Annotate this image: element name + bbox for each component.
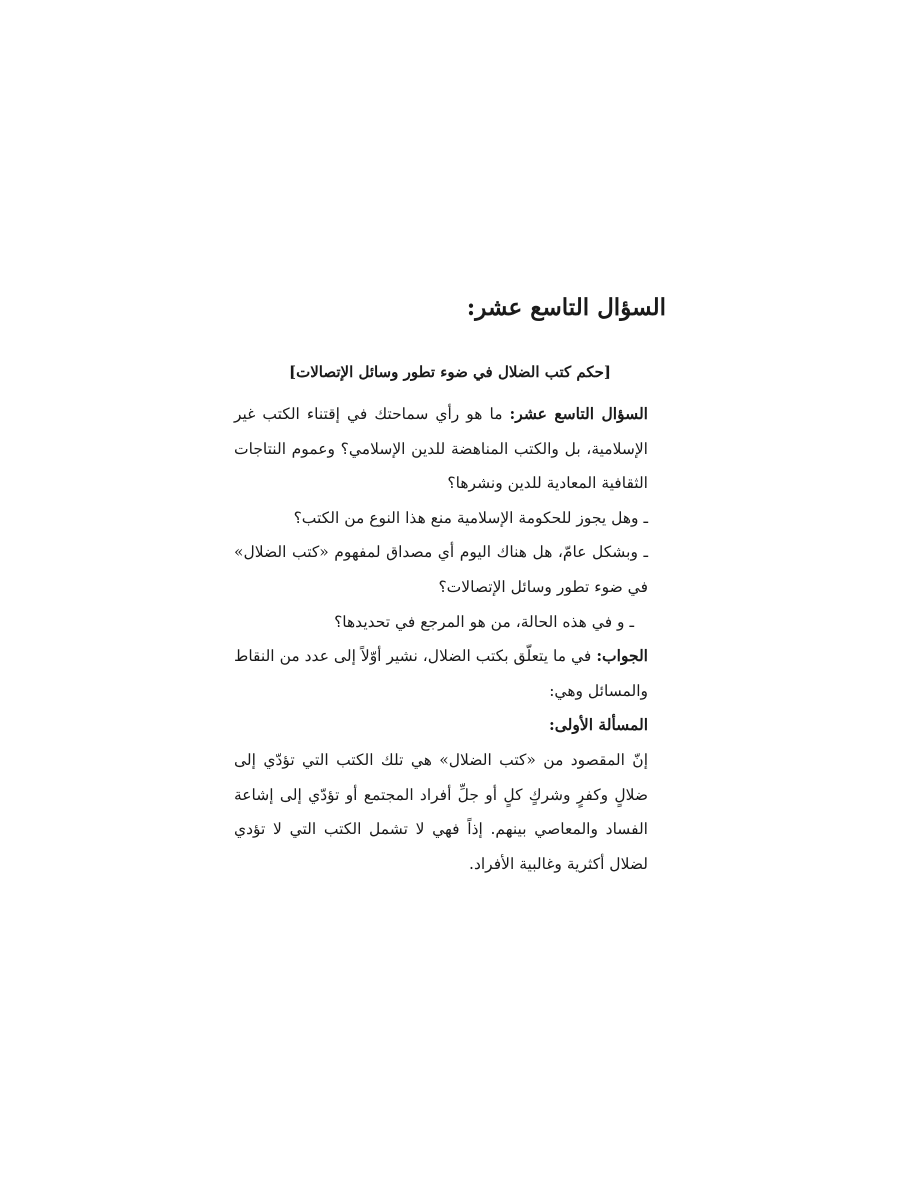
question-text: ما هو رأي سماحتك في إقتناء الكتب غير الإسلامية، بل والكتب المناهضة للدين الإسلامي؟ وعموم النتاجات الثقافية المعادية للدين ونشرها؟ xyxy=(234,405,648,493)
chapter-title: السؤال التاسع عشر: xyxy=(466,294,666,321)
section-subtitle: [حكم كتب الضلال في ضوء تطور وسائل الإتصالات] xyxy=(288,363,612,381)
sub-question: ـ و في هذه الحالة، من هو المرجع في تحديدها؟ xyxy=(334,612,634,631)
question-paragraph xyxy=(234,397,666,501)
sub-question: ـ وهل يجوز للحكومة الإسلامية منع هذا النوع من الكتب؟ xyxy=(293,508,648,527)
answer-text: في ما يتعلّق بكتب الضلال، نشير أوّلاً إلى عدد من النقاط والمسائل وهي: xyxy=(234,647,648,700)
sub-question: ـ وبشكل عامّ، هل هناك اليوم أي مصداق لمفهوم «كتب الضلال» في ضوء تطور وسائل الإتصالات؟ xyxy=(234,543,648,596)
answer-lead: الجواب: xyxy=(596,646,648,666)
question-lead: السؤال التاسع عشر: xyxy=(509,404,648,423)
issue-paragraph: إنّ المقصود من «كتب الضلال» هي تلك الكتب التي تؤدّي إلى ضلالٍ وكفرٍ وشركٍ كلٍ أو جلِّ أفراد المجتمع أو تؤدّي إلى إشاعة الفساد والمعاصي بينهم. إذاً فهي لا تشمل الكتب التي لا تؤدي لضلال أكثرية وغالبية الأفراد. xyxy=(234,750,648,873)
answer-paragraph xyxy=(234,639,666,708)
body-text xyxy=(234,397,666,881)
issue-title: المسألة الأولى: xyxy=(549,715,648,735)
